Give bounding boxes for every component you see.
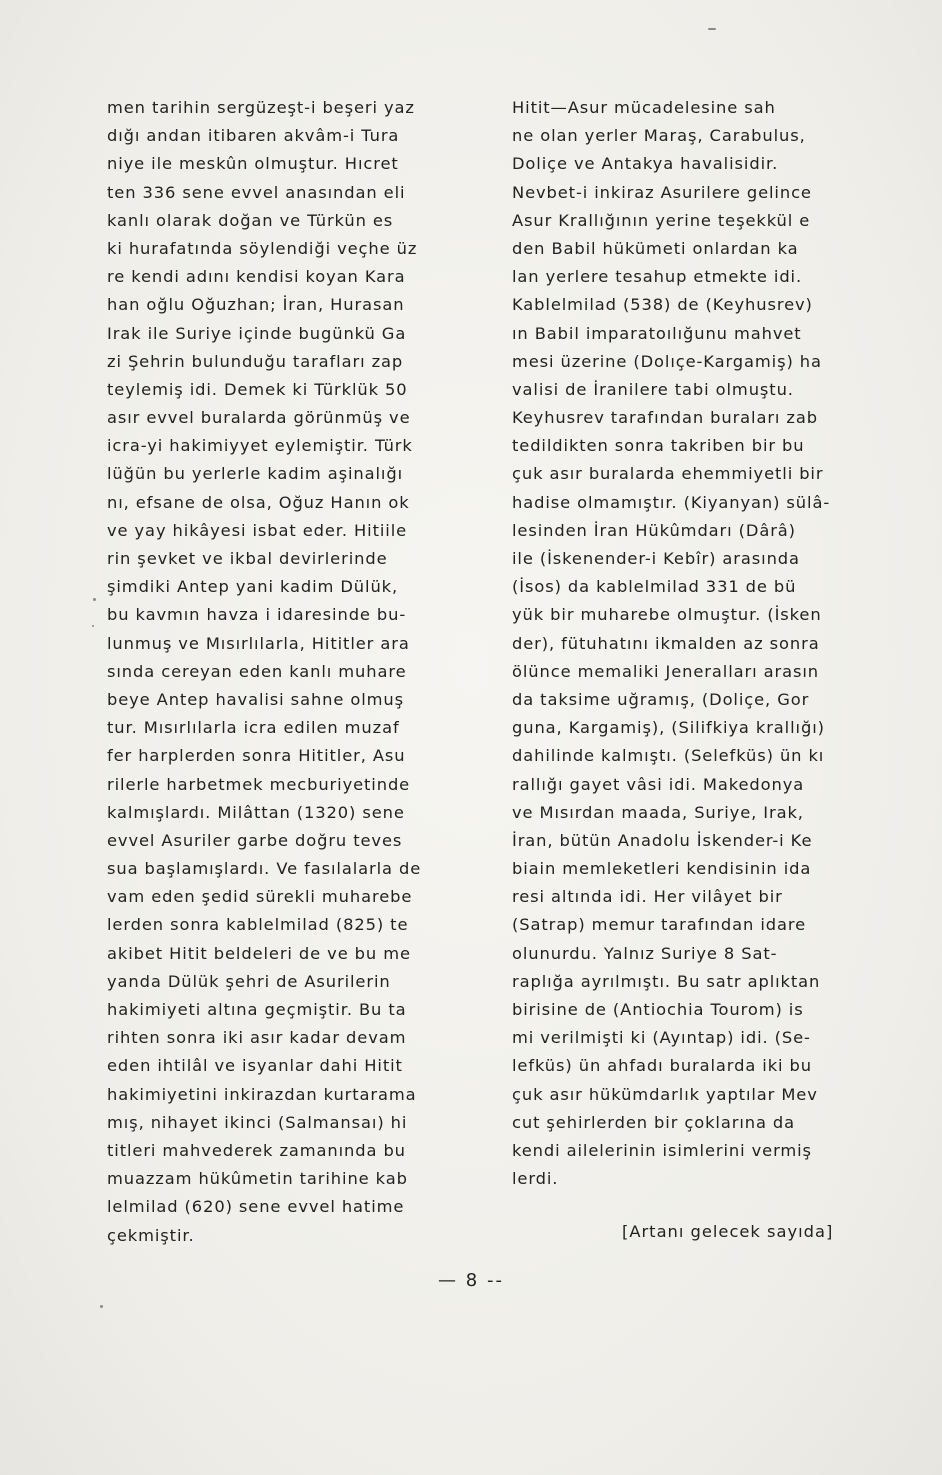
right-column-line: hadise olmamıştır. (Kiyanyan) sülâ-: [512, 492, 831, 512]
right-column-line: biain memleketleri kendisinin ida: [512, 859, 812, 879]
left-column-line: yanda Dülük şehri de Asurilerin: [107, 971, 391, 991]
left-column-line: Irak ile Suriye içinde bugünkü Ga: [107, 323, 407, 343]
left-column-line: men tarihin sergüzeşt-i beşeri yaz: [107, 98, 415, 117]
right-column-line: der), fütuhatını ikmalden az sonra: [512, 633, 820, 653]
left-column-line: icra-yi hakimiyyet eylemiştir. Türk: [107, 436, 413, 456]
right-column-line: ve Mısırdan maada, Suriye, Irak,: [512, 802, 804, 822]
left-column-line: hakimiyeti altına geçmiştir. Bu ta: [107, 1000, 407, 1019]
right-column-line: da taksime uğramış, (Doliçe, Gor: [512, 689, 810, 709]
right-column-line: mesi üzerine (Dolıçe-Kargamiş) ha: [512, 351, 822, 371]
right-column-line: lesinden İran Hükûmdarı (Dârâ): [512, 520, 796, 540]
left-column-line: zi Şehrin bulunduğu tarafları zap: [107, 351, 404, 371]
left-column-line: vam eden şedid sürekli muharebe: [107, 887, 413, 907]
right-column-line: lan yerlere tesahup etmekte idi.: [512, 267, 803, 287]
right-column-line: Nevbet-i inkiraz Asurilere gelince: [512, 182, 812, 202]
left-column-line: ki hurafatında söylendiği veçhe üz: [107, 238, 418, 258]
left-column-line: re kendi adını kendisi koyan Kara: [107, 267, 406, 287]
continued-note: [Artanı gelecek sayıda]: [622, 1222, 834, 1241]
right-column-line: valisi de İranilere tabi olmuştu.: [512, 379, 794, 399]
left-column-line: rin şevket ve ikbal devirlerinde: [107, 549, 388, 568]
left-column-line: sua başlamışlardı. Ve fasılalarla de: [107, 859, 422, 879]
right-column-line: olunurdu. Yalnız Suriye 8 Sat-: [512, 943, 778, 963]
right-column-line: Kablelmilad (538) de (Keyhusrev): [512, 295, 813, 315]
right-column-line: lerdi.: [512, 1169, 559, 1189]
left-column-line: şimdiki Antep yani kadim Dülük,: [107, 577, 399, 597]
right-column-line: lefküs) ün ahfadı buralarda iki bu: [512, 1056, 813, 1076]
left-column-line: lelmilad (620) sene evvel hatime: [107, 1197, 405, 1217]
left-column-line: lerden sonra kablelmilad (825) te: [107, 915, 409, 935]
right-column-line: (Satrap) memur tarafından idare: [512, 915, 807, 935]
left-column-line: mış, nihayet ikinci (Salmansaı) hi: [107, 1112, 408, 1132]
right-column-line: (İsos) da kablelmilad 331 de bü: [512, 577, 797, 597]
left-column-line: akibet Hitit beldeleri de ve bu me: [107, 943, 411, 963]
right-column-line: çuk asır hükümdarlık yaptılar Mev: [512, 1084, 818, 1104]
left-column-line: kanlı olarak doğan ve Türkün es: [107, 210, 394, 230]
right-column-line: kendi ailelerinin isimlerini vermiş: [512, 1140, 812, 1160]
right-column-line: mi verilmişti ki (Ayıntap) idi. (Se-: [512, 1028, 811, 1048]
left-column-line: lunmuş ve Mısırlılarla, Hititler ara: [107, 633, 410, 653]
left-column-line: teylemiş idi. Demek ki Türklük 50: [107, 379, 408, 399]
page-number: — 8 --: [438, 1270, 504, 1291]
right-column-line: cut şehirlerden bir çoklarına da: [512, 1112, 796, 1132]
right-column-line: guna, Kargamiş), (Silifkiya krallığı): [512, 718, 825, 738]
right-column-line: ın Babil imparatoılığunu mahvet: [512, 323, 802, 343]
left-column-line: muazzam hükûmetin tarihine kab: [107, 1169, 408, 1189]
right-column-line: ile (İskenender-i Kebîr) arasında: [512, 549, 800, 568]
right-column-line: çuk asır buralarda ehemmiyetli bir: [512, 464, 824, 484]
right-column-line: İran, bütün Anadolu İskender-i Ke: [512, 830, 813, 850]
left-column-line: dığı andan itibaren akvâm-i Tura: [107, 126, 400, 146]
left-column-line: niye ile meskûn olmuştur. Hıcret: [107, 154, 399, 174]
right-column-line: resi altında idi. Her vilâyet bir: [512, 887, 783, 907]
scan-speck: [100, 1305, 103, 1308]
left-column-line: çekmiştir.: [107, 1225, 195, 1245]
left-column-line: fer harplerden sonra Hititler, Asu: [107, 746, 406, 766]
left-column-line: lüğün bu yerlerle kadim aşinalığı: [107, 464, 404, 484]
right-column-line: yük bir muharebe olmuştur. (İsken: [512, 605, 822, 625]
left-text-column: [107, 94, 479, 1250]
left-column-line: evvel Asuriler garbe doğru teves: [107, 830, 403, 850]
left-column-line: asır evvel buralarda görünmüş ve: [107, 408, 411, 428]
left-column-line: titleri mahvederek zamanında bu: [107, 1140, 406, 1160]
left-column-line: rilerle harbetmek mecburiyetinde: [107, 774, 411, 794]
right-text-column: [512, 94, 884, 1193]
right-column-line: raplığa ayrılmıştı. Bu satr aplıktan: [512, 971, 821, 991]
left-column-line: sında cereyan eden kanlı muhare: [107, 661, 407, 681]
right-column-line: dahilinde kalmıştı. (Selefküs) ün kı: [512, 746, 825, 766]
right-column-line: rallığı gayet vâsi idi. Makedonya: [512, 774, 805, 794]
right-column-line: Asur Krallığının yerine teşekkül e: [512, 210, 811, 230]
left-column-line: beye Antep havalisi sahne olmuş: [107, 689, 405, 709]
left-column-line: hakimiyetini inkirazdan kurtarama: [107, 1084, 417, 1104]
left-column-line: han oğlu Oğuzhan; İran, Hurasan: [107, 295, 405, 315]
left-column-line: kalmışlardı. Milâttan (1320) sene: [107, 802, 405, 822]
right-column-line: tedildikten sonra takriben bir bu: [512, 436, 805, 456]
right-column-line: den Babil hükümeti onlardan ka: [512, 238, 799, 258]
left-column-line: nı, efsane de olsa, Oğuz Hanın ok: [107, 492, 410, 512]
scan-speck: [708, 28, 716, 30]
left-column-line: eden ihtilâl ve isyanlar dahi Hitit: [107, 1056, 403, 1076]
right-column-line: ne olan yerler Maraş, Carabulus,: [512, 126, 806, 146]
left-column-line: tur. Mısırlılarla icra edilen muzaf: [107, 718, 400, 738]
left-column-line: bu kavmın havza i idaresinde bu-: [107, 605, 407, 625]
right-column-line: Keyhusrev tarafından buraları zab: [512, 408, 818, 428]
scan-speck: [93, 598, 96, 601]
right-column-line: birisine de (Antiochia Tourom) is: [512, 1000, 804, 1019]
left-column-line: ten 336 sene evvel anasından eli: [107, 182, 406, 202]
right-column-line: Doliçe ve Antakya havalisidir.: [512, 154, 779, 174]
left-column-line: rihten sonra iki asır kadar devam: [107, 1028, 407, 1048]
right-column-line: Hitit—Asur mücadelesine sah: [512, 98, 776, 117]
right-column-line: ölünce memaliki Jeneralları arasın: [512, 661, 819, 681]
left-column-line: ve yay hikâyesi isbat eder. Hitiile: [107, 520, 408, 540]
scan-speck: [92, 625, 94, 627]
